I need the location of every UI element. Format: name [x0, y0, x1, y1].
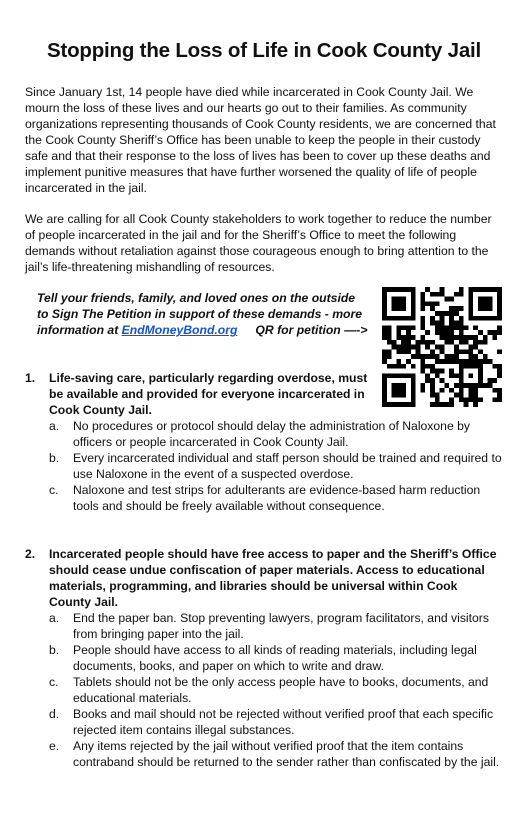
document-title: Stopping the Loss of Life in Cook County Jail: [46, 39, 482, 62]
demand-2: [25, 546, 503, 770]
demand-number: 1.: [25, 371, 36, 385]
subitem-letter: a.: [49, 611, 60, 625]
subitem-letter: d.: [49, 707, 60, 721]
subitem-text: Books and mail should not be rejected without verified proof that each specific rejected item contains illegal substances.: [73, 707, 494, 737]
endmoneybond-link[interactable]: EndMoneyBond.org: [121, 323, 238, 338]
subitem-text: People should have access to all kinds of reading materials, including legal documents, books, and paper on which to write and draw.: [73, 643, 477, 673]
subitem-text: Naloxone and test strips for adulterants are evidence-based harm reduction tools and should be freely available without consequence.: [73, 483, 481, 513]
subitem-letter: b.: [49, 451, 60, 465]
subitem-text: Every incarcerated individual and staff person should be trained and required to use Naloxone in the event of a suspected overdose.: [73, 451, 502, 481]
demand-subitem: [49, 642, 503, 674]
subitem-letter: c.: [49, 483, 59, 497]
subitem-text: End the paper ban. Stop preventing lawyers, program facilitators, and visitors from bringing paper into the jail.: [73, 611, 489, 641]
demand-subitem: [49, 482, 503, 514]
qr-note: QR for petition —->: [255, 323, 368, 338]
subitem-letter: e.: [49, 739, 60, 753]
demands-intro-paragraph: We are calling for all Cook County stakeholders to work together to reduce the number of people incarcerated in the jail and for the Sheriff’s Office to meet the following demands without retaliation against those courageous enough to bring attention to the jail’s life-threatening mishandling of resources.: [25, 212, 492, 274]
callout-text: Tell your friends, family, and loved ones on the outside to Sign The Petition in support of these demands - more information at: [37, 291, 363, 338]
demand-number: 2.: [25, 547, 36, 561]
demand-subitem: [49, 418, 503, 450]
demand-subitem: [49, 610, 503, 642]
petition-callout: [37, 290, 369, 339]
subitem-text: Any items rejected by the jail without verified proof that the item contains contraband should be returned to the sender rather than confiscated by the jail.: [73, 739, 500, 769]
intro-paragraph: Since January 1st, 14 people have died while incarcerated in Cook County Jail. We mourn the loss of these lives and our hearts go out to their families. As community organizations representing thousands of Cook County residents, we are concerned that the Cook County Sheriff’s Office has been unable to keep the people in their custody safe and that their response to the loss of lives has been to cover up these deaths and implement punitive measures that have further worsened the quality of life of people incarcerated in the jail.: [25, 85, 496, 195]
subitem-text: No procedures or protocol should delay the administration of Naloxone by officers or people incarcerated in Cook County Jail.: [73, 419, 470, 449]
demand-subitem: [49, 738, 503, 770]
subitem-letter: c.: [49, 675, 59, 689]
subitem-letter: a.: [49, 419, 60, 433]
subitem-letter: b.: [49, 643, 60, 657]
demand-subitem: [49, 706, 503, 738]
subitem-text: Tablets should not be the only access people have to books, documents, and educational materials.: [73, 675, 489, 705]
demand-subitem: [49, 450, 503, 482]
demand-heading: Incarcerated people should have free access to paper and the Sheriff’s Office should cease undue confiscation of paper materials. Access to educational materials, programming, and libraries should be universal within Cook County Jail.: [49, 547, 497, 609]
demand-1: [25, 370, 503, 514]
demand-subitem: [49, 674, 503, 706]
demand-heading: Life-saving care, particularly regarding overdose, must be available and provided for everyone incarcerated in Cook County Jail.: [49, 371, 368, 417]
